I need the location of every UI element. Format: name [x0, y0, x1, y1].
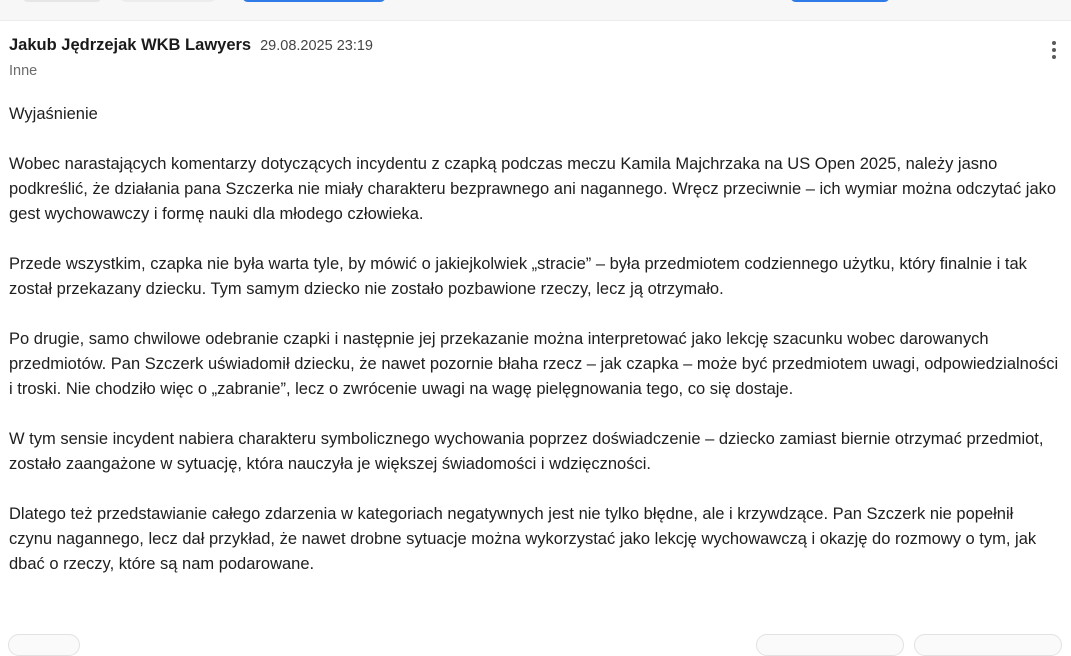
toolbar-button-cutoff-1[interactable]	[22, 0, 102, 2]
post-category: Inne	[9, 63, 38, 79]
menu-dot	[1052, 41, 1056, 45]
primary-button-cutoff-1[interactable]	[242, 0, 386, 2]
post-paragraph: Dlatego też przedstawianie całego zdarzenia w kategoriach negatywnych jest nie tylko błędne, ale i krzywdzące. Pan Szczerk nie popełnił czynu nagannego, lecz dał przykład, że nawet drobne sytuacje można wykorzystać jako lekcję wychowawczą i okazję do rozmowy o tym, jak dbać o rzeczy, które są nam podarowane.	[9, 505, 1037, 573]
menu-dot	[1052, 55, 1056, 59]
toolbar-button-cutoff-2[interactable]	[120, 0, 216, 2]
post-card	[9, 36, 1059, 602]
bottom-action-strip	[0, 632, 1071, 642]
author-name[interactable]: Jakub Jędrzejak WKB Lawyers	[9, 36, 252, 54]
reaction-button-cutoff[interactable]	[8, 634, 80, 656]
post-paragraph: Przede wszystkim, czapka nie była warta tyle, by mówić o jakiejkolwiek „stracie” – była przedmiotem codziennego użytku, który finalnie i tak został przekazany dziecku. Tym samym dziecko nie zostało pozbawione rzeczy, lecz ją otrzymało.	[9, 255, 1027, 298]
action-button-cutoff-2[interactable]	[914, 634, 1062, 656]
post-paragraph: W tym sensie incydent nabiera charakteru symbolicznego wychowania poprzez doświadczenie – dziecko zamiast biernie otrzymać przedmiot, zostało zaangażone w sytuację, która nauczyła je większej świadomości i wdzięczności.	[9, 430, 1044, 473]
action-button-cutoff-1[interactable]	[756, 634, 904, 656]
post-timestamp: 29.08.2025 23:19	[260, 38, 373, 54]
primary-button-cutoff-2[interactable]	[790, 0, 890, 2]
post-paragraph: Po drugie, samo chwilowe odebranie czapki i następnie jej przekazanie można interpretować jako lekcję szacunku wobec darowanych przedmiotów. Pan Szczerk uświadomił dziecku, że nawet pozornie błaha rzecz – jak czapka – może być przedmiotem uwagi, odpowiedzialności i troski. Nie chodziło więc o „zabranie”, lecz o zwrócenie uwagi na wagę pielęgnowania tego, co się dostaje.	[9, 330, 1059, 398]
more-vertical-icon[interactable]	[1043, 38, 1065, 62]
top-toolbar-strip	[0, 0, 1071, 21]
menu-dot	[1052, 48, 1056, 52]
post-heading: Wyjaśnienie	[9, 105, 98, 123]
post-paragraph: Wobec narastających komentarzy dotyczących incydentu z czapką podczas meczu Kamila Majchrzaka na US Open 2025, należy jasno podkreślić, że działania pana Szczerka nie miały charakteru bezprawnego ani nagannego. Wręcz przeciwnie – ich wymiar można odczytać jako gest wychowawczy i formę nauki dla młodego człowieka.	[9, 155, 1057, 223]
post-body	[9, 102, 1059, 577]
post-header	[9, 36, 1059, 60]
